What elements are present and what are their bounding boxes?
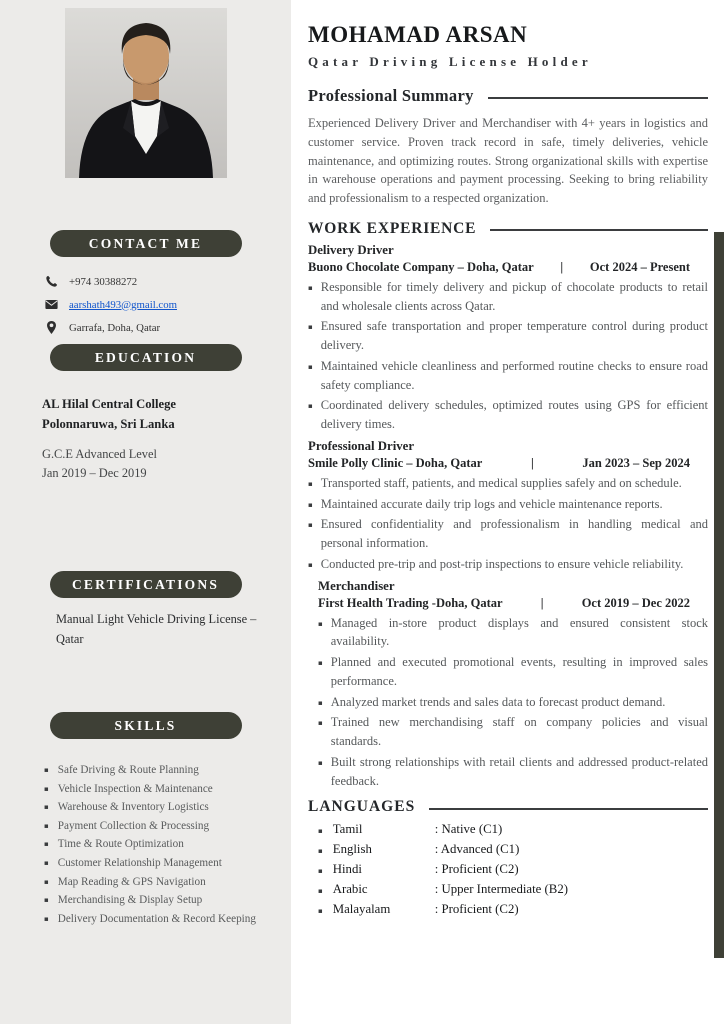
job-separator: |: [540, 595, 544, 610]
job-bullet-text: Responsible for timely delivery and pickup of chocolate products to retail and wholesale clients across Qatar.: [320, 279, 708, 313]
job-company-line: [318, 596, 708, 611]
job-role: Delivery Driver: [308, 242, 394, 257]
page-title: MOHAMAD ARSAN: [308, 22, 528, 47]
job-bullet: [318, 693, 708, 712]
job-entry: [308, 579, 708, 791]
bullet-icon: ▪: [318, 826, 323, 835]
education-school-location: Polonnaruwa, Sri Lanka: [42, 416, 175, 431]
job-bullet: [308, 396, 708, 434]
job-bullet-text: Planned and executed promotional events, resulting in improved sales performance.: [330, 655, 708, 688]
work-experience-heading: [308, 220, 708, 238]
job-company: Smile Polly Clinic – Doha, Qatar: [308, 455, 483, 470]
job-company: First Health Trading -Doha, Qatar: [318, 595, 503, 610]
education-degree: G.C.E Advanced Level: [42, 447, 157, 462]
phone-icon: [45, 275, 58, 288]
summary-text: Experienced Delivery Driver and Merchandiser with 4+ years in logistics and customer service. Proven track record in safe, timely deliveries, vehicle maintenance, and optimizing routes. Strong organizational skills with expertise in warehouse operations and payment processing. Seeking to bring reliability and professionalism to a respected organization.: [308, 116, 708, 205]
phone-number: +974 30388272: [69, 275, 138, 288]
location-text: Garrafa, Doha, Qatar: [69, 321, 161, 334]
job-bullet-text: Built strong relationships with retail clients and addressed product-related feedback.: [330, 754, 708, 788]
job-entry: [308, 439, 708, 574]
language-level: : Proficient (C2): [434, 862, 519, 877]
email-icon: [45, 298, 58, 311]
language-level: : Advanced (C1): [434, 842, 520, 857]
bullet-icon: ▪: [308, 402, 313, 411]
profile-photo: [65, 8, 227, 178]
certifications-section-header: CERTIFICATIONS: [50, 571, 242, 598]
bullet-icon: ▪: [44, 784, 49, 793]
language-name: English: [332, 842, 372, 857]
job-bullet-text: Conducted pre-trip and post-trip inspections to ensure vehicle reliability.: [320, 556, 684, 571]
bullet-icon: ▪: [308, 362, 313, 371]
skill-item: [44, 782, 263, 797]
bullet-icon: ▪: [44, 858, 49, 867]
job-bullet: [308, 474, 708, 493]
main-content: [291, 0, 724, 1024]
job-dates: Oct 2019 – Dec 2022: [581, 595, 690, 610]
skill-item: [44, 819, 263, 834]
skill-text: Warehouse & Inventory Logistics: [57, 801, 209, 814]
skills-section-header: SKILLS: [50, 712, 242, 739]
education-section-header: EDUCATION: [50, 344, 242, 371]
skill-text: Customer Relationship Management: [57, 856, 222, 869]
summary-heading: [308, 86, 708, 106]
bullet-icon: ▪: [44, 803, 49, 812]
job-dates: Oct 2024 – Present: [589, 259, 690, 274]
bullet-icon: ▪: [308, 500, 313, 509]
certification-item: Manual Light Vehicle Driving License – Qatar: [56, 612, 257, 647]
heading-rule: [488, 97, 708, 99]
job-bullet: [308, 495, 708, 514]
education-school: AL Hilal Central College: [42, 397, 176, 411]
language-name: Malayalam: [332, 902, 391, 917]
job-bullet: [308, 278, 708, 316]
language-name: Arabic: [332, 882, 368, 897]
job-bullet: [308, 317, 708, 355]
job-bullet-text: Maintained vehicle cleanliness and performed routine checks to ensure road safety compliance.: [320, 358, 708, 392]
bullet-icon: ▪: [308, 283, 313, 292]
job-bullet: [308, 357, 708, 395]
job-bullet: [318, 713, 708, 751]
skill-item: [44, 837, 263, 852]
job-bullet-list: [308, 278, 708, 434]
language-item: [318, 862, 708, 877]
language-item: [318, 882, 708, 897]
language-name: Hindi: [332, 862, 362, 877]
bullet-icon: ▪: [318, 619, 323, 628]
bullet-icon: ▪: [318, 846, 323, 855]
skill-text: Safe Driving & Route Planning: [57, 764, 199, 777]
bullet-icon: ▪: [308, 323, 313, 332]
bullet-icon: ▪: [44, 821, 49, 830]
job-separator: |: [560, 259, 564, 274]
job-bullet: [318, 614, 708, 652]
bullet-icon: ▪: [318, 758, 323, 767]
contact-email-row: [45, 298, 277, 311]
skill-text: Merchandising & Display Setup: [57, 894, 203, 907]
bullet-icon: ▪: [318, 886, 323, 895]
language-level: : Upper Intermediate (B2): [434, 882, 568, 897]
job-role: Merchandiser: [318, 578, 395, 593]
job-bullet-list: [318, 614, 708, 791]
skill-item: [44, 763, 263, 778]
contact-section-header: CONTACT ME: [50, 230, 242, 257]
job-bullet-text: Ensured confidentiality and professionalism in handling medical and personal information.: [320, 517, 708, 550]
job-bullet: [308, 555, 708, 574]
skill-text: Delivery Documentation & Record Keeping: [57, 912, 256, 925]
bullet-icon: ▪: [318, 698, 323, 707]
languages-heading: [308, 798, 708, 816]
job-company-line: [308, 260, 708, 275]
summary-title: Professional Summary: [308, 86, 474, 105]
job-bullet: [318, 753, 708, 791]
bullet-icon: ▪: [44, 766, 49, 775]
job-bullet-text: Trained new merchandising staff on company policies and visual standards.: [330, 715, 708, 748]
skill-text: Map Reading & GPS Navigation: [57, 875, 206, 888]
job-bullet-list: [308, 474, 708, 574]
contact-location-row: [45, 321, 277, 334]
bullet-icon: ▪: [308, 479, 313, 488]
language-level: : Native (C1): [434, 822, 503, 837]
work-experience-title: WORK EXPERIENCE: [308, 219, 477, 237]
job-role: Professional Driver: [308, 438, 415, 453]
job-bullet-text: Analyzed market trends and sales data to forecast product demand.: [330, 694, 666, 709]
language-level: : Proficient (C2): [434, 902, 519, 917]
job-dates: Jan 2023 – Sep 2024: [582, 455, 690, 470]
contact-list: [0, 275, 291, 334]
job-company-line: [308, 456, 708, 471]
skill-item: [44, 856, 263, 871]
bullet-icon: ▪: [44, 914, 49, 923]
bullet-icon: ▪: [44, 877, 49, 886]
skill-text: Time & Route Optimization: [57, 838, 184, 851]
skill-text: Payment Collection & Processing: [57, 819, 210, 832]
bullet-icon: ▪: [318, 906, 323, 915]
job-bullet-text: Ensured safe transportation and proper temperature control during product delivery.: [320, 319, 708, 352]
languages-title: LANGUAGES: [308, 798, 416, 816]
location-icon: [45, 321, 58, 334]
bullet-icon: ▪: [308, 560, 313, 569]
bullet-icon: ▪: [318, 659, 323, 667]
sidebar: [0, 0, 291, 1024]
contact-phone-row: [45, 275, 277, 288]
skill-item: [44, 800, 263, 815]
skill-text: Vehicle Inspection & Maintenance: [57, 782, 213, 795]
job-bullet: [308, 515, 708, 553]
bullet-icon: ▪: [308, 521, 313, 530]
job-bullet-text: Managed in-store product displays and ensured consistent stock availability.: [330, 615, 708, 649]
bullet-icon: ▪: [318, 719, 323, 728]
profile-photo-illustration: [65, 8, 227, 178]
bullet-icon: ▪: [318, 866, 323, 875]
decorative-right-bar: [714, 232, 724, 958]
heading-rule: [490, 229, 708, 231]
job-company: Buono Chocolate Company – Doha, Qatar: [308, 259, 534, 274]
job-bullet-text: Transported staff, patients, and medical supplies safely and on schedule.: [320, 475, 682, 490]
skill-item: [44, 875, 263, 890]
language-item: [318, 822, 708, 837]
job-entry: [308, 243, 708, 434]
skill-item: [44, 893, 263, 908]
language-item: [318, 902, 708, 917]
skills-list: [0, 763, 291, 926]
job-bullet: [318, 653, 708, 691]
subtitle: Qatar Driving License Holder: [308, 54, 592, 69]
job-bullet-text: Coordinated delivery schedules, optimized routes using GPS for efficient delivery times.: [320, 398, 708, 431]
language-item: [318, 842, 708, 857]
job-bullet-text: Maintained accurate daily trip logs and vehicle maintenance reports.: [320, 496, 663, 511]
languages-list: [308, 822, 708, 917]
job-separator: |: [530, 455, 534, 470]
skill-item: [44, 912, 263, 927]
education-dates: Jan 2019 – Dec 2019: [42, 466, 147, 481]
heading-rule: [429, 808, 708, 810]
bullet-icon: ▪: [44, 840, 49, 849]
language-name: Tamil: [332, 822, 363, 837]
bullet-icon: ▪: [44, 896, 49, 905]
email-link[interactable]: aarshath493@gmail.com: [69, 298, 177, 311]
education-block: [0, 371, 291, 483]
